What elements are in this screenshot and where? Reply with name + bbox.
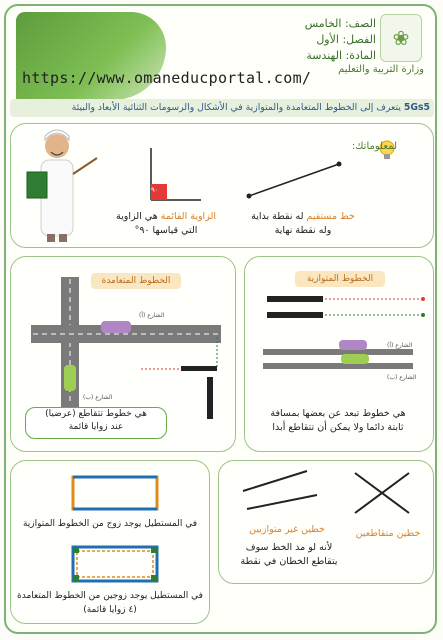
segment-desc-1: له نقطة بداية	[251, 211, 304, 222]
objective-code: 5Gs5	[403, 102, 430, 113]
rect-desc-1: في المستطيل يوجد زوج من الخطوط المتوازية	[22, 519, 198, 529]
parallel-desc	[253, 407, 423, 435]
objective-banner	[10, 99, 434, 117]
segment-desc-2: وله نقطة نهاية	[274, 225, 332, 236]
grade-line: الصف: الخامس	[304, 17, 376, 30]
lines-box	[218, 460, 434, 584]
par-street-a-label: الشارع (أ)	[387, 342, 413, 349]
perpendicular-title: الخطوط المتعامدة	[91, 273, 181, 289]
header	[10, 6, 434, 96]
nonparallel-lines-figure	[237, 469, 327, 519]
rect-desc-2	[17, 589, 203, 617]
parallel-title: الخطوط المتوازية	[295, 271, 385, 287]
rect-desc-2-line-1: في المستطيل يوجد زوجين من الخطوط المتعامدة	[17, 591, 203, 601]
tip-label: لمعلوماتك:	[351, 141, 397, 152]
lesson-info	[176, 16, 376, 64]
perp-desc-2: عند زوايا قائمة	[68, 422, 124, 432]
nonparallel-label: خطين غير متوازيين	[249, 524, 325, 535]
info-box	[10, 123, 434, 248]
nonparallel-desc	[229, 541, 349, 569]
rectangles-box	[10, 460, 210, 624]
subject-line: المادة: الهندسة	[306, 49, 376, 62]
angle-title: الزاوية القائمة	[160, 211, 216, 222]
angle-mark: ٩٠	[151, 186, 159, 194]
perp-street-a-label: الشارع (أ)	[139, 312, 165, 319]
parallel-lines-figure	[257, 293, 427, 393]
objective-text: يتعرف إلى الخطوط المتعامدة والمتوازية في الأشكال والرسومات الثنائية الأبعاد والبيئة	[71, 102, 401, 113]
ministry-logo	[380, 14, 422, 62]
lines-desc-2: يتقاطع الخطان في نقطة	[240, 556, 338, 567]
angle-desc-2: التي قياسها ٩٠°	[134, 225, 198, 236]
ministry-name: وزارة التربية والتعليم	[338, 64, 424, 75]
teacher-illustration	[17, 124, 107, 249]
term-line: الفصل: الأول	[316, 33, 376, 46]
logo-icon: ❀	[392, 26, 410, 50]
par-desc-1: هي خطوط تبعد عن بعضها بمسافة	[270, 408, 406, 419]
rect-desc-2-line-2: (٤ زوايا قائمة)	[83, 605, 137, 615]
angle-caption	[111, 210, 221, 238]
perpendicular-roads-figure	[31, 277, 231, 417]
segment-title: خط مستقيم	[306, 211, 355, 222]
site-url: https://www.omaneducportal.com/	[22, 69, 312, 87]
intersecting-lines-figure	[349, 469, 419, 519]
par-street-b-label: الشارع (ب)	[387, 374, 417, 381]
line-segment-figure	[239, 154, 359, 204]
rectangle-perpendicular-figure	[71, 545, 161, 585]
perp-street-b-label: الشارع (ب)	[83, 394, 113, 401]
perp-desc-1: هي خطوط تتقاطع (عرضيا)	[45, 409, 147, 419]
intersecting-label: خطين متقاطعين	[355, 528, 421, 539]
perpendicular-note	[25, 407, 167, 439]
parallel-box	[244, 256, 434, 452]
lines-desc-1: لأنه لو مد الخط سوف	[245, 542, 333, 553]
rectangle-parallel-figure	[71, 475, 161, 513]
par-desc-2: ثابتة دائما ولا يمكن أن تتقاطع أبدا	[272, 422, 404, 433]
angle-desc-1: هي الزاوية	[116, 211, 158, 222]
perpendicular-box	[10, 256, 236, 452]
segment-caption	[233, 210, 373, 238]
